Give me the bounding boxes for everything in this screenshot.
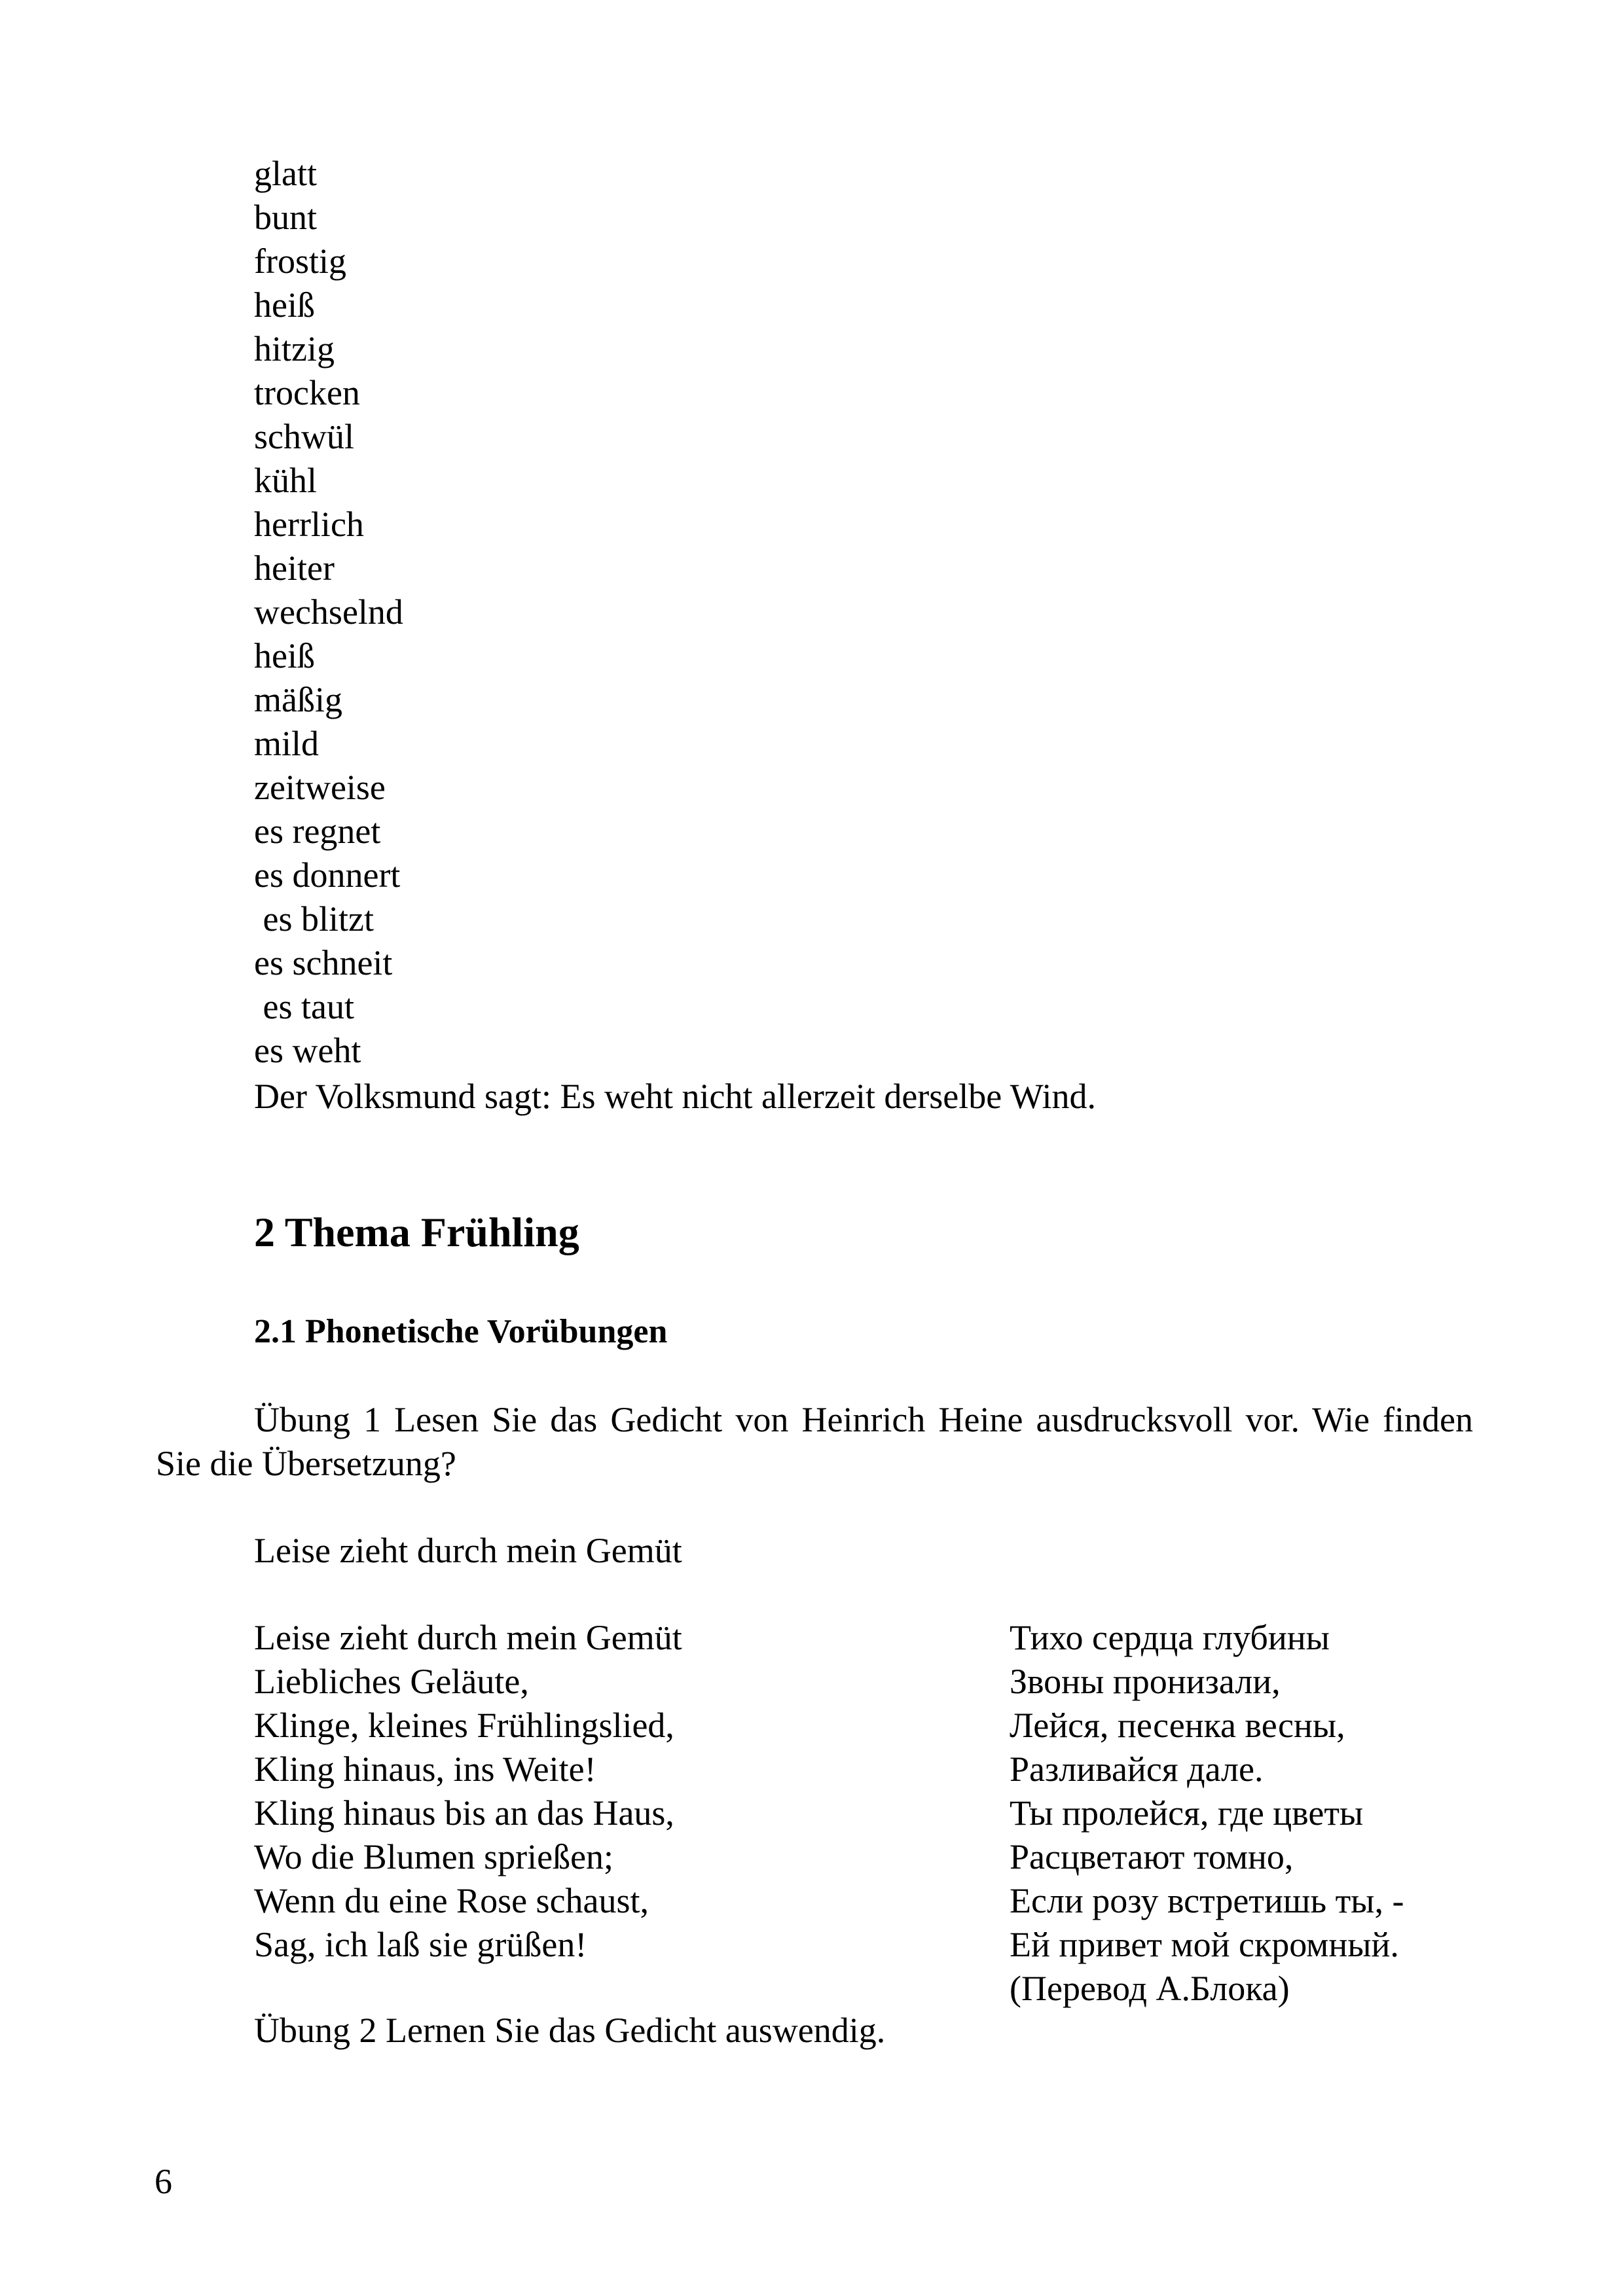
- weather-word-list: [254, 152, 403, 1073]
- word-list-item: es schneit: [254, 943, 393, 982]
- word-list-item: herrlich: [254, 505, 364, 544]
- poem-russian-line: Ты пролейся, где цветы: [1010, 1793, 1364, 1833]
- word-list-item: hitzig: [254, 329, 335, 368]
- poem-russian-column: [1010, 1616, 1404, 2011]
- poem-german-line: Leise zieht durch mein Gemüt: [254, 1618, 682, 1657]
- poem-german-line: Liebliches Geläute,: [254, 1662, 529, 1701]
- word-list-item: frostig: [254, 242, 346, 281]
- poem-russian-line: Звоны пронизали,: [1010, 1662, 1281, 1701]
- poem-russian-line: Ей привет мой скромный.: [1010, 1925, 1399, 1964]
- word-list-item: heiß: [254, 636, 315, 675]
- poem-russian-line: Расцветают томно,: [1010, 1837, 1294, 1876]
- poem-german-line: Klinge, kleines Frühlingslied,: [254, 1706, 674, 1745]
- poem-russian-line: Лейся, песенка весны,: [1010, 1706, 1345, 1745]
- exercise-1-text: Übung 1 Lesen Sie das Gedicht von Heinrich Heine ausdrucksvoll vor. Wie finden Sie die Übersetzung?: [156, 1400, 1473, 1483]
- word-list-item: bunt: [254, 198, 318, 237]
- poem-russian-line: Разливайся дале.: [1010, 1749, 1264, 1789]
- poem-russian-line: Если розу встретишь ты, -: [1010, 1881, 1404, 1920]
- poem-german-line: Wo die Blumen sprießen;: [254, 1837, 614, 1876]
- poem-german-line: Wenn du eine Rose schaust,: [254, 1881, 649, 1920]
- exercise-2-text: Übung 2 Lernen Sie das Gedicht auswendig.: [254, 2011, 886, 2050]
- poem-german-line: Sag, ich laß sie grüßen!: [254, 1925, 587, 1964]
- poem-german-line: Kling hinaus, ins Weite!: [254, 1749, 596, 1789]
- word-list-item: wechselnd: [254, 592, 403, 632]
- word-list-item: zeitweise: [254, 768, 386, 807]
- poem-russian-line: Тихо сердца глубины: [1010, 1618, 1330, 1657]
- poem-title: Leise zieht durch mein Gemüt: [254, 1531, 682, 1570]
- word-list-item: kühl: [254, 461, 318, 500]
- word-list-item: es donnert: [254, 855, 401, 895]
- word-list-item: heiß: [254, 285, 315, 325]
- saying-text: Der Volksmund sagt: Es weht nicht allerzeit derselbe Wind.: [254, 1077, 1097, 1116]
- word-list-item: mild: [254, 724, 319, 763]
- translation-credit: (Перевод А.Блока): [1010, 1969, 1290, 2008]
- subsection-heading: 2.1 Phonetische Vorübungen: [254, 1313, 668, 1350]
- word-list-item: trocken: [254, 373, 360, 412]
- word-list-item: heiter: [254, 548, 335, 588]
- word-list-item: es taut: [254, 987, 354, 1026]
- word-list-item: es weht: [254, 1031, 361, 1070]
- word-list-item: schwül: [254, 417, 354, 456]
- poem-german-line: Kling hinaus bis an das Haus,: [254, 1793, 674, 1833]
- word-list-item: es regnet: [254, 812, 381, 851]
- poem-german-column: [254, 1616, 682, 1967]
- word-list-item: glatt: [254, 154, 317, 193]
- section-heading: 2 Thema Frühling: [254, 1209, 579, 1255]
- page-number: 6: [155, 2162, 172, 2201]
- word-list-item: es blitzt: [254, 899, 374, 939]
- word-list-item: mäßig: [254, 680, 342, 719]
